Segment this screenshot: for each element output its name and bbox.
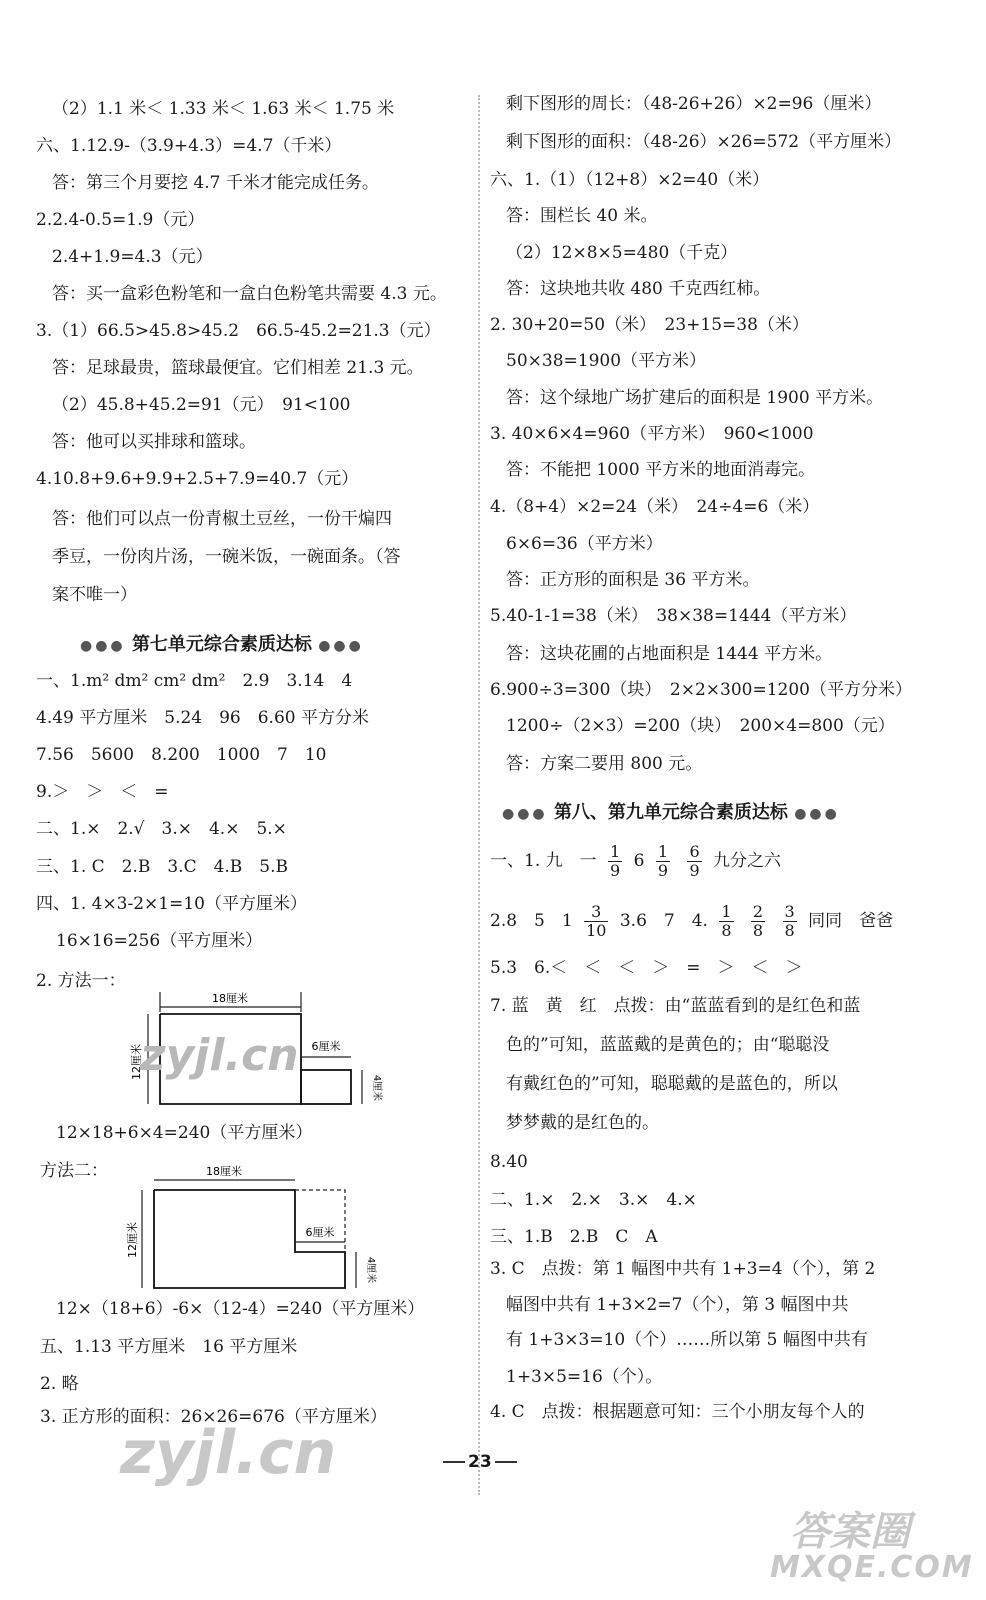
- label-left: 12厘米: [130, 1044, 143, 1080]
- denominator: 8: [721, 921, 732, 940]
- right-line-1: 剩下图形的周长：（48-26+26）×2=96（厘米）: [506, 94, 882, 114]
- left-line-7: 3.（1）66.5>45.8>45.2 66.5-45.2=21.3（元）: [36, 321, 441, 341]
- left-line-4: 2.2.4-0.5=1.9（元）: [36, 210, 205, 230]
- label-notch: 6厘米: [305, 1226, 335, 1239]
- left-line-s11: 方法二：: [40, 1161, 108, 1181]
- right-line-q9: 二、1.× 2.× 3.× 4.×: [490, 1190, 697, 1210]
- left-line-s1: 一、1.m² dm² cm² dm² 2.9 3.14 4: [36, 671, 353, 691]
- right-line-11: 答：不能把 1000 平方米的地面消毒完。: [506, 460, 816, 480]
- q1-text-b: 6: [633, 851, 645, 871]
- left-line-s12: 12×（18+6）-6×（12-4）=240（平方厘米）: [56, 1299, 425, 1319]
- right-line-3: 六、1.（1）（12+8）×2=40（米）: [490, 170, 770, 190]
- right-line-6: 答：这块地共收 480 千克西红柿。: [506, 279, 771, 299]
- right-line-q12: 幅图中共有 1+3×2=7（个），第 3 幅图中共: [506, 1295, 849, 1315]
- left-line-s4: 9.＞ ＞ ＜ =: [36, 782, 169, 802]
- column-divider: [478, 95, 480, 1495]
- right-line-q3: 5.3 6.＜ ＜ ＜ ＞ = ＞ ＜ ＞: [490, 958, 803, 978]
- section-heading-unit89: [502, 798, 840, 824]
- right-line-12: 4.（8+4）×2=24（米） 24÷4=6（米）: [490, 497, 820, 517]
- left-line-12: 答：他们可以点一份青椒土豆丝，一份干煸四: [52, 509, 392, 529]
- left-line-13: 季豆，一份肉片汤，一碗米饭，一碗面条。（答: [52, 547, 401, 567]
- right-line-q8: 8.40: [490, 1152, 528, 1172]
- left-line-6: 答：买一盒彩色粉笔和一盒白色粉笔共需要 4.3 元。: [52, 284, 447, 304]
- left-line-s5: 二、1.× 2.√ 3.× 4.× 5.×: [36, 819, 287, 839]
- right-line-q11: 3. C 点拨：第 1 幅图中共有 1+3=4（个），第 2: [490, 1259, 876, 1279]
- page-dash-right: [495, 1461, 517, 1463]
- q2-text-a: 2.8 5 1: [490, 911, 573, 931]
- label-top: 18厘米: [206, 1165, 242, 1178]
- numerator: 3: [584, 903, 608, 922]
- right-line-14: 答：正方形的面积是 36 平方米。: [506, 570, 760, 590]
- left-line-8: 答：足球最贵，篮球最便宜。它们相差 21.3 元。: [52, 358, 424, 378]
- section-heading-unit7-text: 第七单元综合素质达标: [131, 634, 312, 655]
- heading-dots-left: ●●●: [80, 638, 126, 654]
- denominator: 9: [689, 861, 700, 880]
- left-line-s2: 4.49 平方厘米 5.24 96 6.60 平方分米: [36, 708, 369, 728]
- left-line-5: 2.4+1.9=4.3（元）: [52, 247, 213, 267]
- dashed-completion: [295, 1190, 345, 1252]
- left-line-s13: 五、1.13 平方厘米 16 平方厘米: [40, 1337, 298, 1357]
- left-line-s15: 3. 正方形的面积：26×26=676（平方厘米）: [40, 1407, 387, 1427]
- l-shape: [154, 1190, 345, 1288]
- right-line-2: 剩下图形的面积：（48-26）×26=572（平方厘米）: [506, 132, 902, 152]
- right-line-19: 答：方案二要用 800 元。: [506, 754, 703, 774]
- denominator: 8: [752, 921, 764, 940]
- left-line-3: 答：第三个月要挖 4.7 千米才能完成任务。: [52, 173, 379, 193]
- label-left: 12厘米: [126, 1222, 139, 1258]
- q1-text-c: 九分之六: [713, 851, 782, 871]
- left-line-s9: 2. 方法一：: [36, 971, 126, 991]
- q1-text-a: 一、1. 九 一: [490, 851, 597, 871]
- fraction-3-8: [783, 903, 797, 940]
- left-line-11: 4.10.8+9.6+9.9+2.5+7.9=40.7（元）: [36, 469, 359, 489]
- right-line-q7: 梦梦戴的是红色的。: [506, 1113, 659, 1133]
- fraction-2-8: [751, 903, 765, 940]
- right-line-5: （2）12×8×5=480（千克）: [506, 243, 738, 263]
- heading-dots-right: ●●●: [794, 806, 840, 822]
- right-line-13: 6×6=36（平方米）: [506, 534, 663, 554]
- right-line-q10: 三、1.B 2.B C A: [490, 1227, 658, 1247]
- watermark-4: MXQE.COM: [770, 1550, 974, 1585]
- page-dash-left: [443, 1461, 465, 1463]
- left-line-s14: 2. 略: [40, 1374, 79, 1394]
- numerator: 1: [610, 842, 621, 861]
- heading-dots-right: ●●●: [318, 638, 364, 654]
- denominator: 9: [657, 861, 669, 880]
- fraction-1-9-b: [656, 843, 670, 880]
- left-line-s3: 7.56 5600 8.200 1000 7 10: [36, 745, 327, 765]
- section-heading-unit7: [80, 630, 364, 656]
- right-line-q13: 有 1+3×3=10（个）……所以第 5 幅图中共有: [506, 1330, 868, 1350]
- right-line-17: 6.900÷3=300（块） 2×2×300=1200（平方分米）: [490, 680, 912, 700]
- numerator: 2: [752, 902, 764, 921]
- q2-text-b: 3.6 7 4.: [619, 911, 708, 931]
- right-line-q15: 4. C 点拨：根据题意可知：三个小朋友每个人的: [490, 1402, 865, 1422]
- page-number: [440, 1452, 520, 1472]
- fraction-1-8: [719, 903, 733, 940]
- right-line-q1: [490, 840, 781, 882]
- label-right: 4厘米: [365, 1256, 376, 1284]
- right-line-q5: 色的”可知，蓝蓝戴的是黄色的；由“聪聪没: [506, 1035, 830, 1055]
- right-line-q6: 有戴红色的”可知，聪聪戴的是蓝色的，所以: [506, 1074, 838, 1094]
- right-line-9: 答：这个绿地广场扩建后的面积是 1900 平方米。: [506, 388, 884, 408]
- right-line-18: 1200÷（2×3）=200（块） 200×4=800（元）: [506, 716, 895, 736]
- left-line-14: 案不唯一）: [52, 585, 137, 605]
- right-line-7: 2. 30+20=50（米） 23+15=38（米）: [490, 315, 809, 335]
- section-heading-unit89-text: 第八、第九单元综合素质达标: [553, 802, 788, 823]
- left-line-s7: 四、1. 4×3-2×1=10（平方厘米）: [36, 894, 307, 914]
- fraction-1-9-a: [608, 843, 622, 880]
- numerator: 6: [689, 842, 700, 861]
- watermark-2: zyjl.cn: [120, 1418, 337, 1488]
- fraction-6-9: [687, 843, 701, 880]
- right-line-4: 答：围栏长 40 米。: [506, 206, 658, 226]
- heading-dots-left: ●●●: [502, 806, 548, 822]
- denominator: 9: [610, 861, 621, 880]
- right-line-16: 答：这块花圃的占地面积是 1444 平方米。: [506, 644, 833, 664]
- left-line-s6: 三、1. C 2.B 3.C 4.B 5.B: [36, 857, 288, 877]
- fraction-3-10: [584, 903, 608, 940]
- denominator: 10: [586, 921, 607, 940]
- numerator: 3: [784, 902, 795, 921]
- label-notch: 6厘米: [311, 1040, 341, 1053]
- numerator: 1: [721, 902, 732, 921]
- label-right: 4厘米: [371, 1074, 382, 1102]
- right-line-q4: 7. 蓝 黄 红 点拨：由“蓝蓝看到的是红色和蓝: [490, 996, 861, 1016]
- left-line-2: 六、1.12.9-（3.9+4.3）=4.7（千米）: [36, 136, 342, 156]
- denominator: 8: [784, 921, 795, 940]
- right-line-15: 5.40-1-1=38（米） 38×38=1444（平方米）: [490, 606, 857, 626]
- watermark-3: 答案圈: [790, 1509, 910, 1555]
- right-line-q2: [490, 900, 893, 942]
- right-line-10: 3. 40×6×4=960（平方米） 960<1000: [490, 424, 814, 444]
- page-number-text: 23: [468, 1452, 492, 1472]
- left-line-s8: 16×16=256（平方厘米）: [56, 931, 263, 951]
- numerator: 1: [657, 842, 669, 861]
- label-top: 18厘米: [212, 992, 248, 1005]
- watermark-1: zyjl.cn: [140, 1030, 299, 1081]
- right-line-8: 50×38=1900（平方米）: [506, 351, 707, 371]
- right-line-q14: 1+3×5=16（个）。: [506, 1367, 663, 1387]
- left-line-1: （2）1.1 米＜ 1.33 米＜ 1.63 米＜ 1.75 米: [52, 99, 395, 119]
- left-line-10: 答：他可以买排球和篮球。: [52, 432, 256, 452]
- left-line-9: （2）45.8+45.2=91（元） 91<100: [52, 395, 351, 415]
- left-line-s10: 12×18+6×4=240（平方厘米）: [56, 1123, 313, 1143]
- figure-method-two: [128, 1160, 378, 1292]
- small-rect: [301, 1070, 351, 1104]
- q2-text-c: 同同 爸爸: [808, 911, 894, 931]
